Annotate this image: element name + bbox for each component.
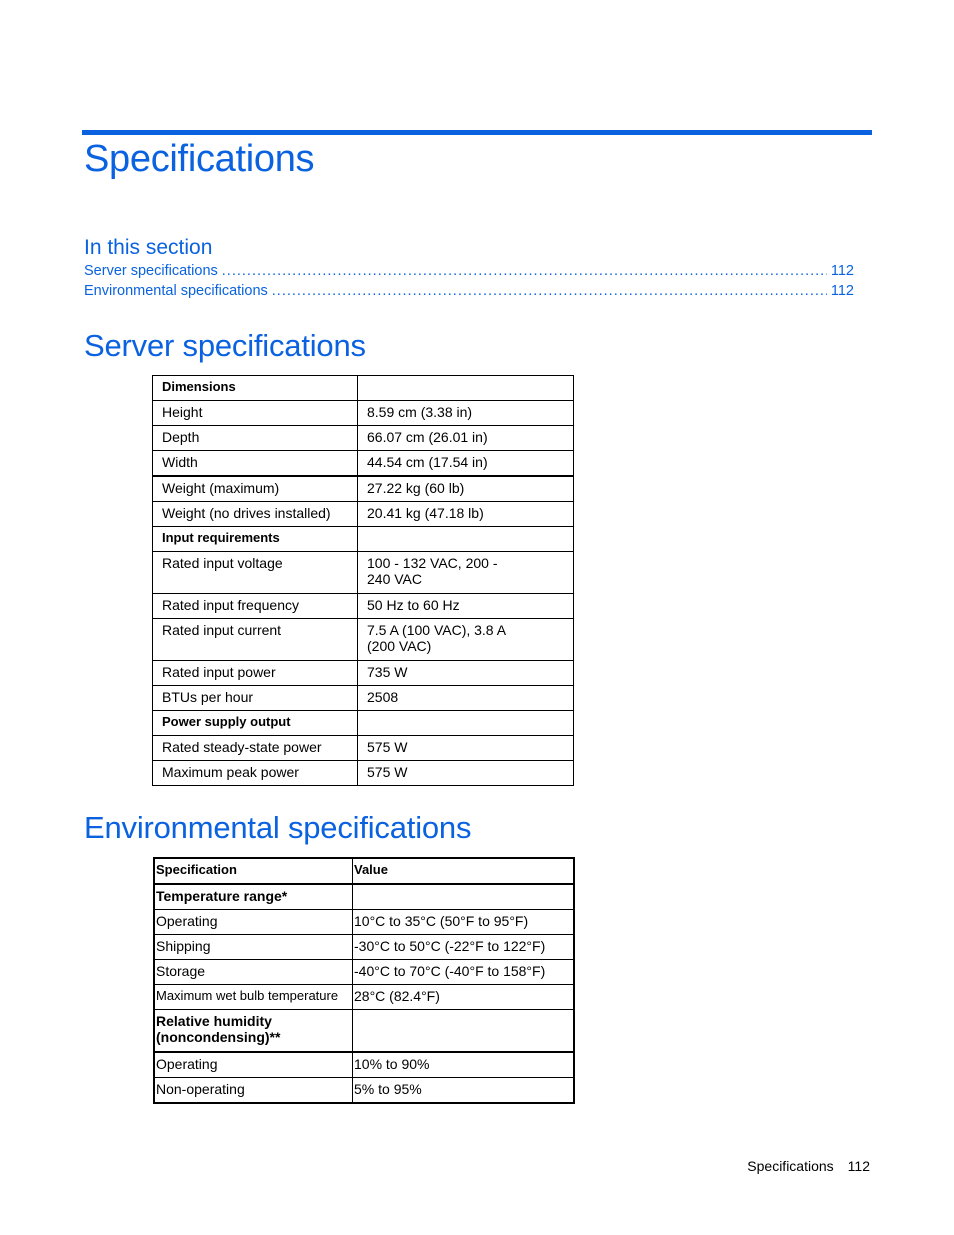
page-footer [747,1158,870,1174]
spec-value [353,1010,575,1053]
table-row [153,661,574,686]
toc-entry-page: 112 [830,263,854,279]
spec-value: -30°C to 50°C (-22°F to 122°F) [353,935,575,960]
table-row [153,736,574,761]
spec-value: -40°C to 70°C (-40°F to 158°F) [353,960,575,985]
spec-label: BTUs per hour [153,686,358,711]
spec-value: 575 W [358,761,574,786]
server-specifications-table [152,375,574,786]
spec-label: Height [153,401,358,426]
spec-value: 2508 [358,686,574,711]
table-row [154,935,574,960]
spec-value: 66.07 cm (26.01 in) [358,426,574,451]
chapter-title: Specifications [84,138,315,180]
server-specifications-title: Server specifications [84,328,366,363]
spec-value [358,376,574,401]
spec-label: Relative humidity (noncondensing)** [154,1010,353,1053]
spec-label: Operating [154,1052,353,1078]
spec-value: 50 Hz to 60 Hz [358,594,574,619]
spec-label: Shipping [154,935,353,960]
spec-label: Non-operating [154,1078,353,1104]
table-row [154,1052,574,1078]
column-header-specification: Specification [154,858,353,884]
toc-leader [222,263,827,279]
table-row [153,476,574,502]
spec-label: Power supply output [153,711,358,736]
table-row [153,711,574,736]
toc-entry-label: Environmental specifications [84,283,268,299]
table-row [153,686,574,711]
spec-label: Rated input voltage [153,552,358,594]
spec-label: Depth [153,426,358,451]
spec-label: Input requirements [153,527,358,552]
environmental-specifications-table [153,857,575,1104]
spec-value: 28°C (82.4°F) [353,985,575,1010]
table-row [154,985,574,1010]
spec-label: Dimensions [153,376,358,401]
table-row [154,1010,574,1053]
spec-value: 44.54 cm (17.54 in) [358,451,574,477]
spec-value: 5% to 95% [353,1078,575,1104]
spec-value: 20.41 kg (47.18 lb) [358,502,574,527]
spec-label: Weight (no drives installed) [153,502,358,527]
table-row [153,502,574,527]
spec-value: 575 W [358,736,574,761]
table-row [153,527,574,552]
spec-value: 27.22 kg (60 lb) [358,476,574,502]
footer-section-name: Specifications [747,1158,834,1174]
toc-entry-server-specifications[interactable] [84,263,854,283]
table-row [154,960,574,985]
spec-label: Rated input power [153,661,358,686]
spec-label: Storage [154,960,353,985]
spec-value: 10°C to 35°C (50°F to 95°F) [353,910,575,935]
table-row [153,451,574,477]
table-row [153,619,574,661]
spec-label: Width [153,451,358,477]
table-row [153,552,574,594]
spec-label: Weight (maximum) [153,476,358,502]
spec-label: Maximum peak power [153,761,358,786]
spec-value [358,711,574,736]
spec-value [358,527,574,552]
toc [84,263,854,303]
table-row [153,594,574,619]
table-row [154,884,574,910]
environmental-specifications-title: Environmental specifications [84,810,472,845]
spec-label: Temperature range* [154,884,353,910]
spec-value: 7.5 A (100 VAC), 3.8 A (200 VAC) [358,619,574,661]
spec-value: 8.59 cm (3.38 in) [358,401,574,426]
toc-entry-environmental-specifications[interactable] [84,283,854,303]
table-row [154,1078,574,1104]
table-row [153,426,574,451]
table-row [154,910,574,935]
table-row [153,401,574,426]
chapter-rule [82,130,872,135]
spec-label: Rated input frequency [153,594,358,619]
toc-entry-label: Server specifications [84,263,218,279]
table-header-row [154,858,574,884]
spec-value: 10% to 90% [353,1052,575,1078]
toc-leader [272,283,827,299]
table-row [153,376,574,401]
table-row [153,761,574,786]
spec-label: Rated steady-state power [153,736,358,761]
column-header-value: Value [353,858,575,884]
spec-label: Rated input current [153,619,358,661]
toc-entry-page: 112 [830,283,854,299]
spec-value: 100 - 132 VAC, 200 - 240 VAC [358,552,574,594]
spec-value [353,884,575,910]
toc-heading: In this section [84,236,213,259]
spec-label: Maximum wet bulb temperature [154,985,353,1010]
spec-label: Operating [154,910,353,935]
footer-page-number: 112 [847,1158,870,1174]
spec-value: 735 W [358,661,574,686]
